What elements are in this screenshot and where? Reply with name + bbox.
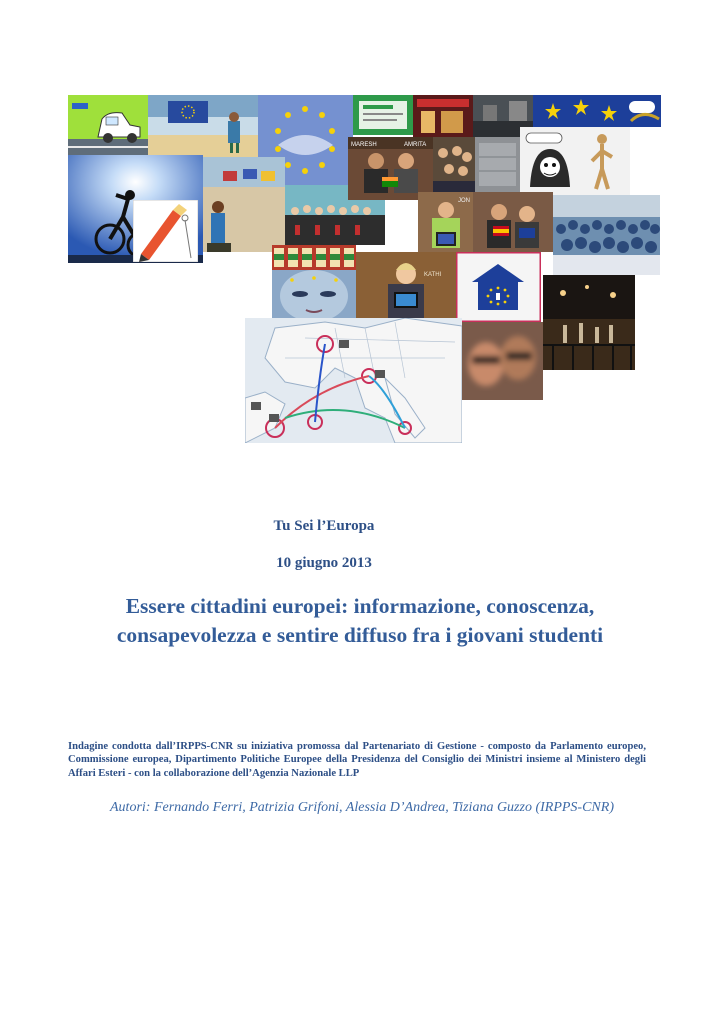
night-street-photo <box>543 275 635 370</box>
painting-flag-photo <box>148 95 258 157</box>
report-title <box>40 592 680 650</box>
flags-painting-photo <box>203 157 285 252</box>
gray-texture-photo <box>475 137 520 192</box>
authors-line: Autori: Fernando Ferri, Patrizia Grifoni, Alessia D’Andrea, Tiziana Guzzo (IRPPS-CNR) <box>110 800 614 815</box>
blurred-faces-photo <box>458 322 543 400</box>
cans-row-photo <box>272 245 356 270</box>
shop-front-photo <box>413 95 473 137</box>
jon-label: JON <box>458 198 470 204</box>
kathi-label: KATHI <box>424 272 442 278</box>
cover-photo-collage <box>0 0 724 460</box>
car-drawing-photo <box>68 95 148 155</box>
girls-flags-photo <box>473 192 553 252</box>
amrita-label: AMRITA <box>404 142 427 148</box>
kathi-tablet-photo <box>356 252 456 325</box>
maresh-label: MARESH <box>351 142 377 148</box>
event-date: 10 giugno 2013 <box>276 555 372 571</box>
report-title-line-2: consapevolezza e sentire diffuso fra i giovani studenti <box>116 623 604 647</box>
survey-description: Indagine condotta dall’IRPPS-CNR su iniziativa promossa dal Partenariato di Gestione - composto da Parlamento europeo, Commissione europea, Dipartimento Politiche Europee della Presidenza del Consiglio dei Ministri insieme al Ministero degli Affari Esteri - con la collaborazione dell’Agenzia Nazionale LLP <box>68 741 646 779</box>
jon-laptop-photo <box>418 192 473 252</box>
group-selfie-photo <box>433 137 475 195</box>
comic-mannequin-photo <box>520 127 630 197</box>
eu-house-logo <box>456 252 541 322</box>
students-crowd-photo <box>553 195 660 275</box>
painted-face-photo <box>272 270 356 320</box>
pencil-drawing-photo <box>133 200 198 262</box>
event-name: Tu Sei l’Europa <box>273 518 375 534</box>
europe-map-image <box>245 318 462 443</box>
report-title-line-1: Essere cittadini europei: informazione, conoscenza, <box>125 594 595 618</box>
green-slide-photo <box>353 95 413 135</box>
maresh-amrita-photo <box>348 137 433 200</box>
gold-stars-banner-photo <box>533 95 661 127</box>
